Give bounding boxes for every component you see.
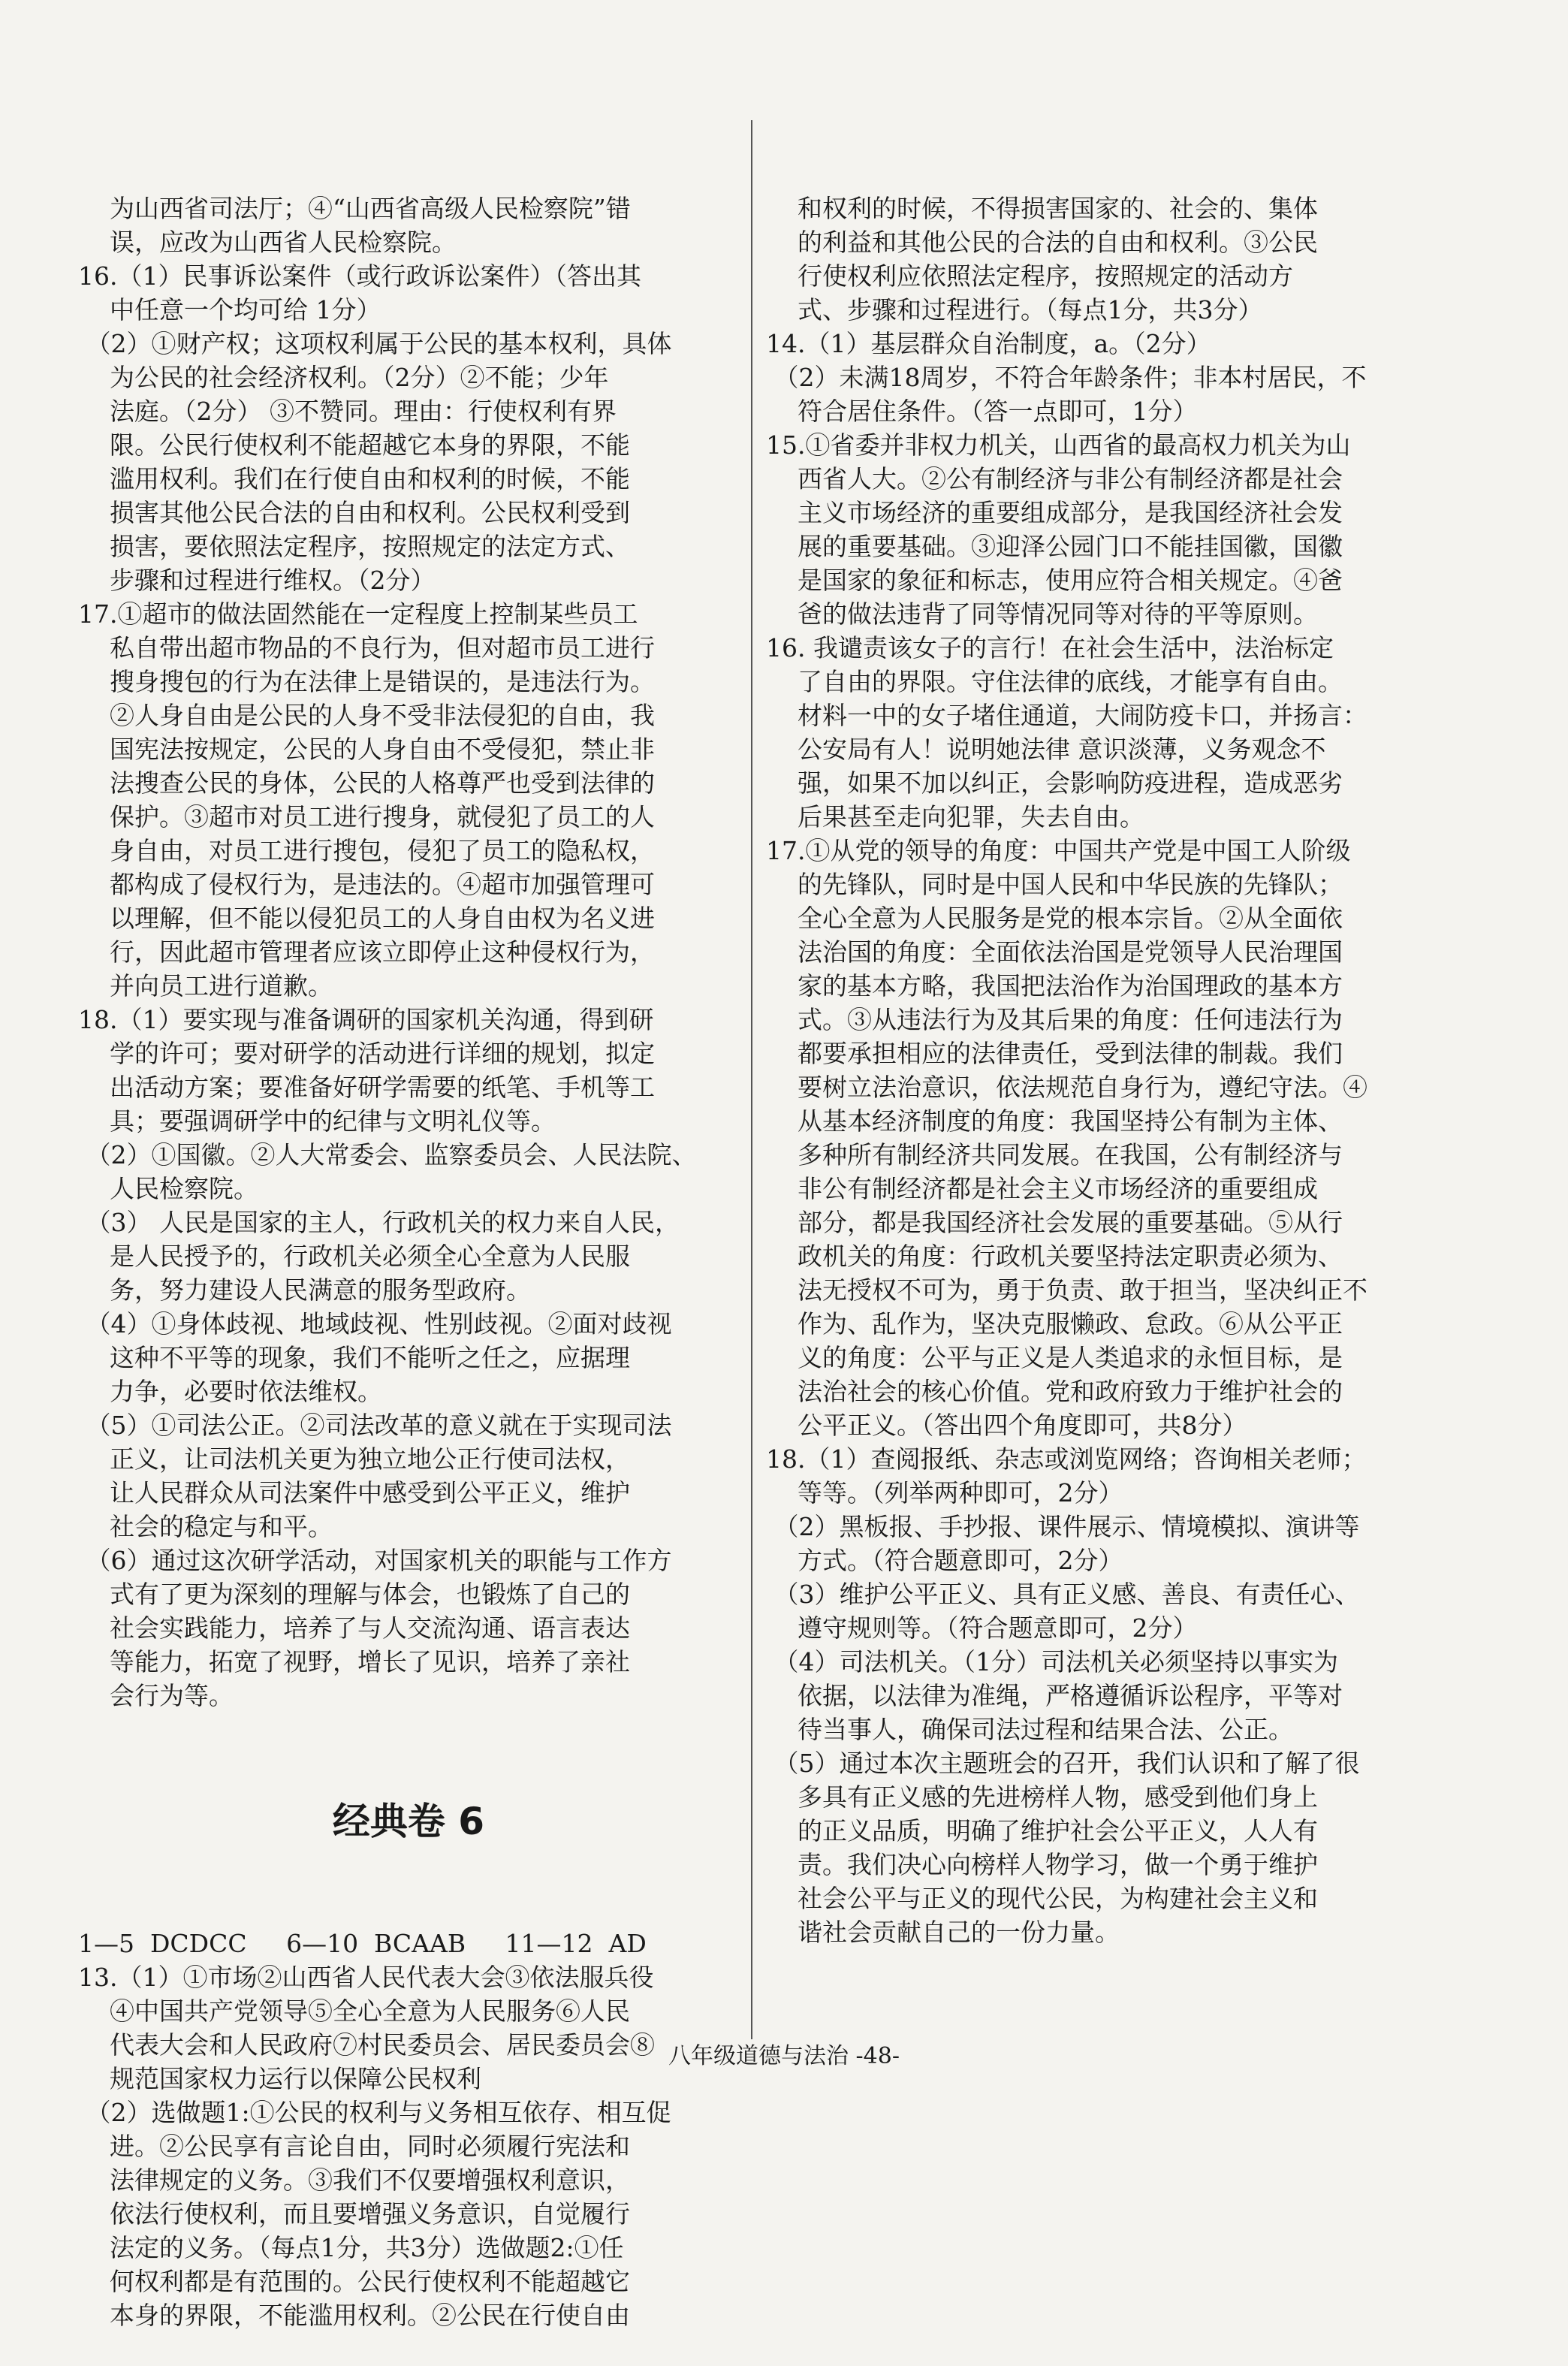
text-line: 等等。（列举两种即可，2分） [766, 1478, 1123, 1507]
text-line: 都要承担相应的法律责任，受到法律的制裁。我们 [766, 1039, 1343, 1068]
text-line: 式、步骤和过程进行。（每点1分，共3分） [766, 295, 1263, 324]
text-line: 作为、乱作为，坚决克服懒政、怠政。⑥从公平正 [766, 1309, 1343, 1338]
text-line: 私自带出超市物品的不良行为，但对超市员工进行 [78, 633, 655, 662]
text-line: 正义，让司法机关更为独立地公正行使司法权， [78, 1444, 630, 1474]
text-line: （3）维护公平正义、具有正义感、善良、有责任心、 [766, 1580, 1360, 1609]
text-line: 从基本经济制度的角度：我国坚持公有制为主体、 [766, 1106, 1343, 1136]
text-line: 规范国家权力运行以保障公民权利 [78, 2064, 481, 2093]
text-line: （3） 人民是国家的主人，行政机关的权力来自人民， [78, 1208, 680, 1237]
text-line: 是国家的象征和标志，使用应符合相关规定。④爸 [766, 566, 1343, 595]
text-line: 遵守规则等。（符合题意即可，2分） [766, 1613, 1198, 1643]
section-title: 经典卷 6 [332, 1800, 485, 1843]
text-line: 行，因此超市管理者应该立即停止这种侵权行为， [78, 937, 655, 967]
text-line: 了自由的界限。守住法律的底线，才能享有自由。 [766, 667, 1343, 696]
text-line: 搜身搜包的行为在法律上是错误的，是违法行为。 [78, 667, 655, 696]
text-line: 1—5 DCDCC 6—10 BCAAB 11—12 AD [78, 1929, 647, 1958]
text-line: ②人身自由是公民的人身不受非法侵犯的自由，我 [78, 701, 655, 730]
left-text-block [78, 192, 739, 1713]
text-line: 的正义品质，明确了维护社会公平正义，人人有 [766, 1816, 1318, 1845]
text-line: 的利益和其他公民的合法的自由和权利。③公民 [766, 228, 1318, 257]
text-line: 强，如果不加以纠正，会影响防疫进程，造成恶劣 [766, 768, 1343, 798]
text-line: 18.（1）要实现与准备调研的国家机关沟通，得到研 [78, 1005, 654, 1034]
text-line: 法治国的角度：全面依法治国是党领导人民治理国 [766, 937, 1343, 967]
text-line: 13.（1）①市场②山西省人民代表大会③依法服兵役 [78, 1963, 654, 1992]
text-line: （2）选做题1:①公民的权利与义务相互依存、相互促 [78, 2098, 671, 2127]
text-line: （4）司法机关。（1分）司法机关必须坚持以事实为 [766, 1647, 1338, 1676]
left-column [78, 124, 739, 2366]
right-column [766, 124, 1502, 1983]
text-line: 的先锋队，同时是中国人民和中华民族的先锋队； [766, 870, 1343, 899]
text-line: 公平正义。（答出四个角度即可，共8分） [766, 1411, 1247, 1440]
left-text-block-after-title [78, 1927, 739, 2332]
column-divider [751, 120, 752, 2039]
text-line: 滥用权利。我们在行使自由和权利的时候，不能 [78, 464, 630, 493]
text-line: 法定的义务。（每点1分，共3分）选做题2:①任 [78, 2233, 624, 2262]
text-line: 方式。（符合题意即可，2分） [766, 1546, 1123, 1575]
text-line: 15.①省委并非权力机关，山西省的最高权力机关为山 [766, 430, 1351, 460]
text-line: 为山西省司法厅；④“山西省高级人民检察院”错 [78, 194, 631, 223]
text-line: （4）①身体歧视、地域歧视、性别歧视。②面对歧视 [78, 1309, 672, 1338]
text-line: 进。②公民享有言论自由，同时必须履行宪法和 [78, 2132, 630, 2161]
text-line: 国宪法按规定，公民的人身自由不受侵犯，禁止非 [78, 735, 655, 764]
text-line: 展的重要基础。③迎泽公园门口不能挂国徽，国徽 [766, 532, 1343, 561]
text-line: 等能力，拓宽了视野，增长了见识，培养了亲社 [78, 1647, 630, 1676]
page-footer: 八年级道德与法治 -48- [668, 2043, 900, 2069]
text-line: 14.（1）基层群众自治制度，a。（2分） [766, 329, 1211, 358]
text-line: （5）①司法公正。②司法改革的意义就在于实现司法 [78, 1411, 672, 1440]
text-line: 保护。③超市对员工进行搜身，就侵犯了员工的人 [78, 802, 655, 831]
text-line: 非公有制经济都是社会主义市场经济的重要组成 [766, 1174, 1318, 1203]
text-line: 式。③从违法行为及其后果的角度：任何违法行为 [766, 1005, 1343, 1034]
text-line: ④中国共产党领导⑤全心全意为人民服务⑥人民 [78, 1996, 630, 2026]
text-line: 西省人大。②公有制经济与非公有制经济都是社会 [766, 464, 1343, 493]
text-line: （2）①财产权；这项权利属于公民的基本权利，具体 [78, 329, 672, 358]
text-line: 家的基本方略，我国把法治作为治国理政的基本方 [766, 971, 1343, 1000]
text-line: 务，努力建设人民满意的服务型政府。 [78, 1275, 531, 1305]
text-line: 是人民授予的，行政机关必须全心全意为人民服 [78, 1242, 630, 1271]
text-line: 损害其他公民合法的自由和权利。公民权利受到 [78, 498, 630, 527]
text-line: 多种所有制经济共同发展。在我国，公有制经济与 [766, 1140, 1343, 1169]
text-line: 中任意一个均可给 1分） [78, 295, 381, 324]
text-line: （5）通过本次主题班会的召开，我们认识和了解了很 [766, 1749, 1360, 1778]
text-line: 步骤和过程进行维权。（2分） [78, 566, 436, 595]
text-line: 16.（1）民事诉讼案件（或行政诉讼案件）（答出其 [78, 261, 641, 291]
text-line: 社会实践能力，培养了与人交流沟通、语言表达 [78, 1613, 630, 1643]
text-line: 误，应改为山西省人民检察院。 [78, 228, 457, 257]
text-line: 16. 我谴责该女子的言行！在社会生活中，法治标定 [766, 633, 1334, 662]
text-line: 限。公民行使权利不能超越它本身的界限，不能 [78, 430, 630, 460]
text-line: 材料一中的女子堵住通道，大闹防疫卡口，并扬言： [766, 701, 1367, 730]
text-line: 人民检察院。 [78, 1174, 258, 1203]
text-line: 都构成了侵权行为，是违法的。④超市加强管理可 [78, 870, 655, 899]
text-line: 本身的界限，不能滥用权利。②公民在行使自由 [78, 2301, 630, 2330]
text-line: 公安局有人！说明她法律 意识淡薄，义务观念不 [766, 735, 1326, 764]
text-line: 后果甚至走向犯罪，失去自由。 [766, 802, 1144, 831]
text-line: 损害，要依照法定程序，按照规定的法定方式、 [78, 532, 630, 561]
text-line: （2）①国徽。②人大常委会、监察委员会、人民法院、 [78, 1140, 697, 1169]
text-line: 社会公平与正义的现代公民，为构建社会主义和 [766, 1884, 1318, 1913]
text-line: 力争，必要时依法维权。 [78, 1377, 382, 1406]
text-line: 主义市场经济的重要组成部分，是我国经济社会发 [766, 498, 1343, 527]
text-line: 式有了更为深刻的理解与体会，也锻炼了自己的 [78, 1580, 630, 1609]
text-line: 这种不平等的现象，我们不能听之任之，应据理 [78, 1343, 630, 1372]
text-line: 义的角度：公平与正义是人类追求的永恒目标，是 [766, 1343, 1343, 1372]
text-line: 17.①从党的领导的角度：中国共产党是中国工人阶级 [766, 836, 1351, 865]
text-line: 爸的做法违背了同等情况同等对待的平等原则。 [766, 599, 1318, 629]
text-line: 具；要强调研学中的纪律与文明礼仪等。 [78, 1106, 556, 1136]
text-line: 代表大会和人民政府⑦村民委员会、居民委员会⑧ [78, 2030, 655, 2060]
text-line: 法治社会的核心价值。党和政府致力于维护社会的 [766, 1377, 1343, 1406]
text-line: 为公民的社会经济权利。（2分）②不能；少年 [78, 363, 609, 392]
text-line: 谐社会贡献自己的一份力量。 [766, 1918, 1120, 1947]
text-line: 和权利的时候，不得损害国家的、社会的、集体 [766, 194, 1318, 223]
text-line: 身自由，对员工进行搜包，侵犯了员工的隐私权， [78, 836, 655, 865]
text-line: （2）黑板报、手抄报、课件展示、情境模拟、演讲等 [766, 1512, 1360, 1541]
text-line: 责。我们决心向榜样人物学习，做一个勇于维护 [766, 1850, 1318, 1879]
text-line: 法庭。（2分） ③不赞同。理由：行使权利有界 [78, 397, 617, 426]
text-line: 依据，以法律为准绳，严格遵循诉讼程序，平等对 [766, 1681, 1343, 1710]
text-line: 以理解，但不能以侵犯员工的人身自由权为名义进 [78, 904, 655, 933]
right-text-block [766, 192, 1502, 1949]
text-line: 行使权利应依照法定程序，按照规定的活动方 [766, 261, 1293, 291]
text-line: 何权利都是有范围的。公民行使权利不能超越它 [78, 2267, 630, 2296]
text-line: 出活动方案；要准备好研学需要的纸笔、手机等工 [78, 1073, 655, 1102]
text-line: 法无授权不可为，勇于负责、敢于担当，坚决纠正不 [766, 1275, 1367, 1305]
text-line: 法律规定的义务。③我们不仅要增强权利意识， [78, 2165, 630, 2195]
text-line: 学的许可；要对研学的活动进行详细的规划，拟定 [78, 1039, 655, 1068]
text-line: （6）通过这次研学活动，对国家机关的职能与工作方 [78, 1546, 672, 1575]
text-line: 社会的稳定与和平。 [78, 1512, 333, 1541]
text-line: 部分，都是我国经济社会发展的重要基础。⑤从行 [766, 1208, 1343, 1237]
text-line: 全心全意为人民服务是党的根本宗旨。②从全面依 [766, 904, 1343, 933]
text-line: 要树立法治意识，依法规范自身行为，遵纪守法。④ [766, 1073, 1367, 1102]
text-line: 符合居住条件。（答一点即可，1分） [766, 397, 1198, 426]
text-line: 会行为等。 [78, 1681, 234, 1710]
text-line: 依法行使权利，而且要增强义务意识，自觉履行 [78, 2199, 630, 2229]
text-line: （2）未满18周岁，不符合年龄条件；非本村居民，不 [766, 363, 1367, 392]
text-line: 17.①超市的做法固然能在一定程度上控制某些员工 [78, 599, 638, 629]
text-line: 多具有正义感的先进榜样人物，感受到他们身上 [766, 1782, 1318, 1812]
text-line: 待当事人，确保司法过程和结果合法、公正。 [766, 1715, 1293, 1744]
text-line: 让人民群众从司法案件中感受到公平正义，维护 [78, 1478, 630, 1507]
text-line: 并向员工进行道歉。 [78, 971, 333, 1000]
text-line: 18.（1）查阅报纸、杂志或浏览网络；咨询相关老师； [766, 1444, 1367, 1474]
text-line: 政机关的角度：行政机关要坚持法定职责必须为、 [766, 1242, 1343, 1271]
text-line: 法搜查公民的身体，公民的人格尊严也受到法律的 [78, 768, 655, 798]
